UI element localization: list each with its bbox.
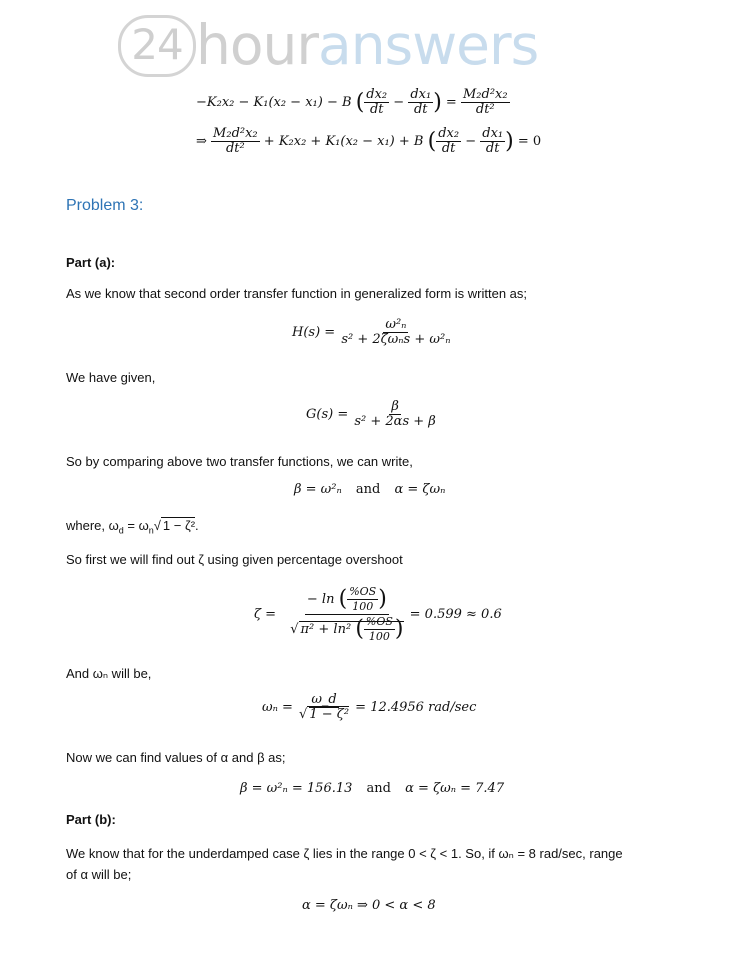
find-zeta-paragraph: So first we will find out ζ using given percentage overshoot [66,552,403,567]
part-b-label: Part (b): [66,812,116,827]
problem-heading: Problem 3: [66,197,144,214]
compare-paragraph: So by comparing above two transfer functions, we can write, [66,454,413,469]
given-paragraph: We have given, [66,370,156,385]
omega-paragraph: And ωₙ will be, [66,666,152,681]
intro-paragraph: As we know that second order transfer function in generalized form is written as; [66,286,527,301]
equation-G: G(s) = $\frac{\beta}{\text{s² + 2αs + β}}$ [306,399,436,429]
equation-final: α = ζωₙ ⇒ 0 < α < 8 [302,898,436,913]
values-paragraph: Now we can find values of α and β as; [66,750,286,765]
watermark-text-hour: hour [196,13,318,77]
equation-top-line2: ⇒ $\frac{\text{M₂d²x₂}}{\text{dt²}}$ + K₂x₂ + K₁(x₂ − x₁) + B ( $\frac{\text{dx₂}}{dt}$ − $\frac{\text{dx₁}}{dt}$ ) = 0 [196,126,542,156]
equation-H: H(s) = $\frac{\text{ω²ₙ}}{\text{s² + 2ζωₙs + ω²ₙ}}$ [292,317,451,347]
part-b-paragraph-line1: We know that for the underdamped case ζ lies in the range 0 < ζ < 1. So, if ωₙ = 8 rad/sec, range [66,846,623,861]
watermark-text-answers: answers [317,13,539,77]
equation-compare: β = ω²ₙ and α = ζωₙ [294,482,446,497]
part-b-paragraph-line2: of α will be; [66,867,132,882]
equation-values: β = ω²ₙ = 156.13 and α = ζωₙ = 7.47 [240,781,505,796]
equation-top-line1: −K₂x₂ − K₁(x₂ − x₁) − B ( $\frac{\text{dx₂}}{dt}$ − $\frac{\text{dx₁}}{dt}$ ) = $\frac{\text{M₂d²x₂}}{\text{dt²}}$ [196,87,508,117]
watermark-number: 24 [118,15,196,77]
equation-zeta: ζ = − ln ( $\frac{\%OS}{100}$ ) √ π² + ln² ( $\frac{\%OS}{100}$ ) = 0.599 ≈ 0.6 [254,585,502,643]
watermark-logo [118,10,538,80]
equation-omega: ωₙ = $\frac{\omega\_d}{\text{√ 1 − ζ²}}$ = 12.4956 rad/sec [262,692,477,722]
part-a-label: Part (a): [66,255,116,270]
where-paragraph: where, $\omega_d = \omega_n√$ 1 − ζ². [66,518,199,536]
